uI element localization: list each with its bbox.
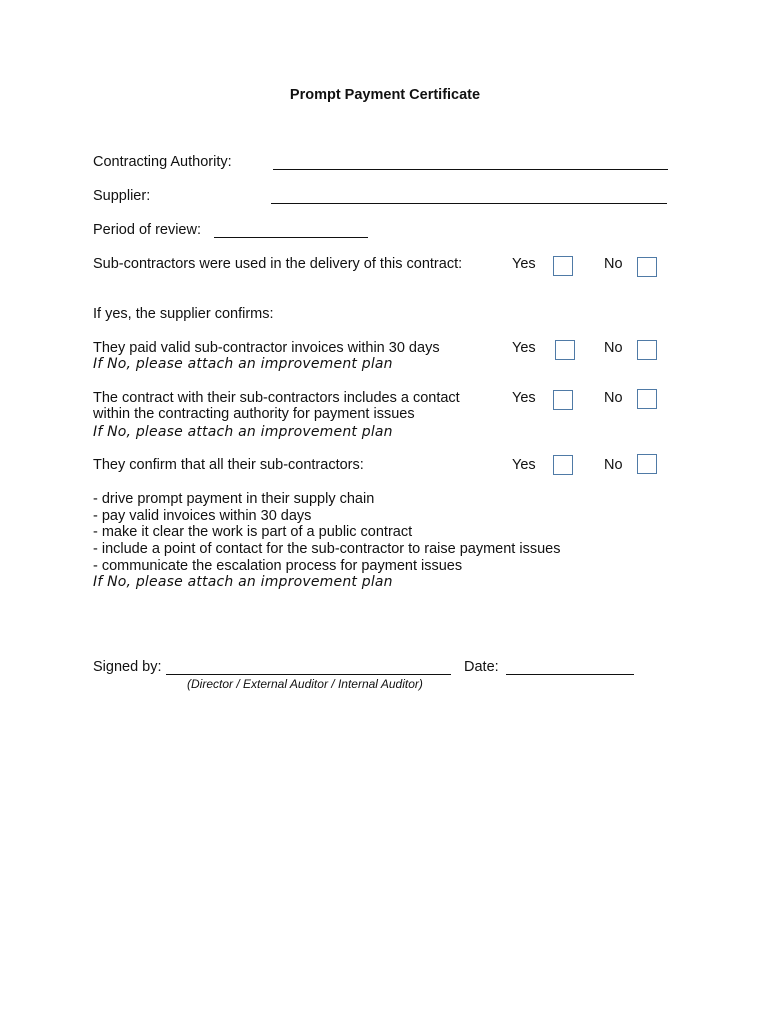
signatory-roles: (Director / External Auditor / Internal Auditor) [187, 677, 423, 691]
period-of-review-label: Period of review: [93, 222, 201, 238]
bullet-item: - make it clear the work is part of a public contract [93, 524, 413, 540]
paid-invoices-no-label: No [604, 340, 623, 356]
paid-invoices-yes-checkbox[interactable] [555, 340, 575, 360]
date-field[interactable] [506, 674, 634, 675]
all-subcontractors-question: They confirm that all their sub-contractors: [93, 457, 364, 473]
contact-question-line2: within the contracting authority for payment issues [93, 406, 415, 422]
bullet-item: - drive prompt payment in their supply chain [93, 491, 375, 507]
signed-by-field[interactable] [166, 674, 451, 675]
page-title: Prompt Payment Certificate [289, 87, 481, 103]
subcontractors-used-yes-checkbox[interactable] [553, 256, 573, 276]
subcontractors-used-no-label: No [604, 256, 623, 272]
signed-by-label: Signed by: [93, 659, 162, 675]
bullet-item: - include a point of contact for the sub-contractor to raise payment issues [93, 541, 561, 557]
all-subcontractors-no-label: No [604, 457, 623, 473]
bullet-item: - pay valid invoices within 30 days [93, 508, 312, 524]
paid-invoices-question: They paid valid sub-contractor invoices within 30 days [93, 340, 440, 356]
all-subcontractors-yes-checkbox[interactable] [553, 455, 573, 475]
subcontractors-used-yes-label: Yes [512, 256, 536, 272]
contracting-authority-label: Contracting Authority: [93, 154, 232, 170]
supplier-field[interactable] [271, 203, 667, 204]
subcontractors-used-question: Sub-contractors were used in the delivery of this contract: [93, 256, 463, 272]
period-of-review-field[interactable] [214, 237, 368, 238]
contact-yes-label: Yes [512, 390, 536, 406]
all-subcontractors-yes-label: Yes [512, 457, 536, 473]
supplier-label: Supplier: [93, 188, 151, 204]
contact-question-line1: The contract with their sub-contractors includes a contact [93, 390, 460, 406]
confirms-intro: If yes, the supplier confirms: [93, 306, 274, 322]
date-label: Date: [464, 659, 499, 675]
subcontractors-used-no-checkbox[interactable] [637, 257, 657, 277]
contracting-authority-field[interactable] [273, 169, 668, 170]
all-subcontractors-no-checkbox[interactable] [637, 454, 657, 474]
paid-invoices-note: If No, please attach an improvement plan [93, 356, 393, 372]
paid-invoices-no-checkbox[interactable] [637, 340, 657, 360]
contact-yes-checkbox[interactable] [553, 390, 573, 410]
paid-invoices-yes-label: Yes [512, 340, 536, 356]
contact-no-checkbox[interactable] [637, 389, 657, 409]
bullets-note: If No, please attach an improvement plan [93, 574, 393, 590]
contact-no-label: No [604, 390, 623, 406]
contact-note: If No, please attach an improvement plan [93, 424, 393, 440]
bullet-item: - communicate the escalation process for payment issues [93, 558, 463, 574]
